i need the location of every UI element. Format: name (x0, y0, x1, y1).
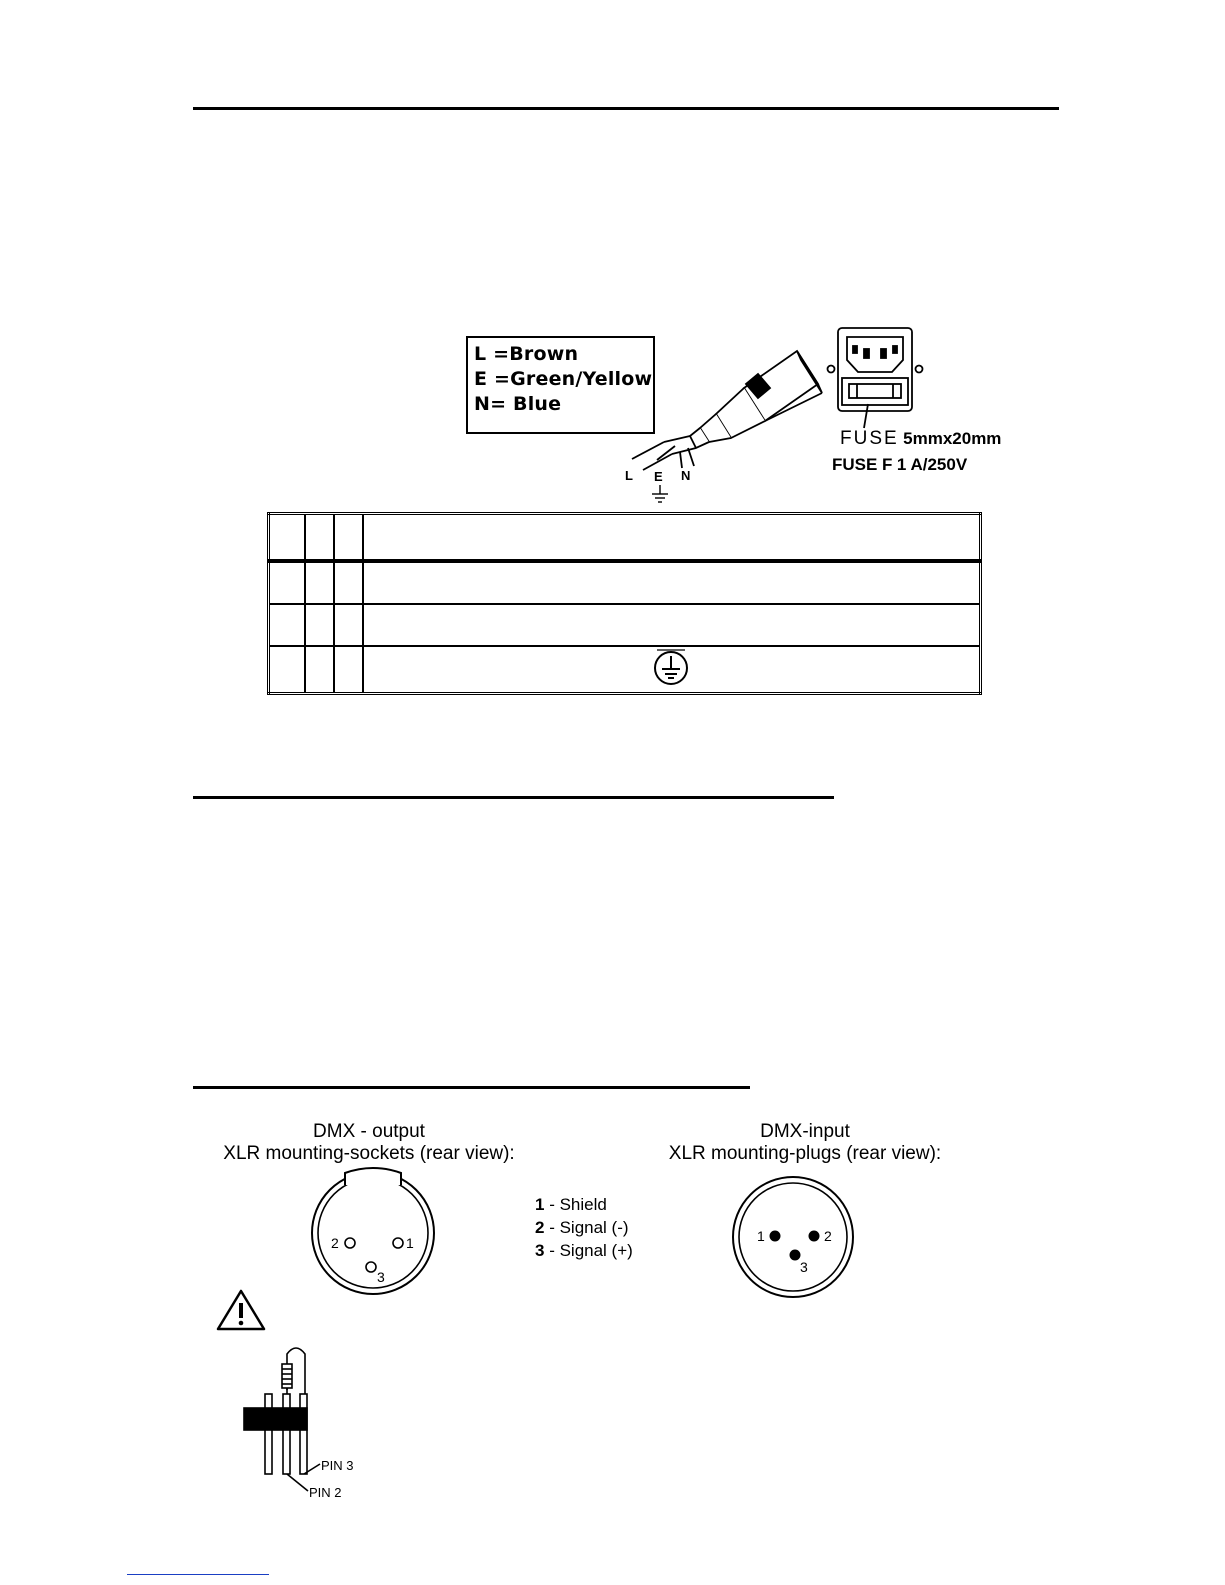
terminator-pin-labels (309, 1458, 354, 1500)
wire-label-l: L (625, 468, 633, 483)
table-row (269, 561, 981, 604)
socket-pin-1-label: 1 (406, 1235, 414, 1251)
iec-inlet-fuse-icon (828, 328, 923, 428)
fuse-size-prefix: FUSE (840, 428, 899, 449)
pin-assignment-1 (535, 1193, 633, 1216)
table-cell (334, 561, 363, 604)
pin-2-label: PIN 2 (309, 1485, 342, 1500)
table-row (269, 646, 981, 694)
plug-pin-1-label: 1 (757, 1228, 765, 1244)
dmx-terminator-icon (244, 1348, 320, 1491)
socket-pin-3-label: 3 (377, 1269, 385, 1285)
dmx-output-subtitle: XLR mounting-sockets (rear view): (223, 1143, 515, 1164)
table-cell (269, 646, 305, 694)
pin-number: 1 (535, 1195, 545, 1214)
pin-assignment-2 (535, 1216, 633, 1239)
wiring-table (267, 512, 982, 695)
table-cell (305, 514, 334, 562)
protective-earth-icon (651, 647, 691, 687)
pin-function: - Shield (544, 1195, 607, 1214)
table-cell (269, 604, 305, 646)
fuse-size-value: 5mmx20mm (903, 429, 1002, 448)
footer-link[interactable] (127, 1574, 269, 1575)
power-plug-icon (632, 351, 822, 470)
table-cell-earth (363, 646, 981, 694)
plug-pin-3-label: 3 (800, 1259, 808, 1275)
pin-function: - Signal (+) (544, 1241, 633, 1260)
fuse-size-label (840, 428, 1001, 450)
pin-number: 3 (535, 1241, 545, 1260)
fuse-rating-label (832, 455, 967, 475)
table-cell (334, 646, 363, 694)
warning-icon (218, 1291, 264, 1329)
dmx-input-subtitle: XLR mounting-plugs (rear view): (668, 1143, 942, 1164)
table-cell (305, 646, 334, 694)
table-cell (363, 604, 981, 646)
table-cell (363, 514, 981, 562)
fuse-rating-prefix: FUSE F (832, 455, 893, 474)
table-cell (363, 561, 981, 604)
fuse-rating-value: 1 A/250V (896, 455, 968, 474)
table-cell (334, 514, 363, 562)
dmx-input-title: DMX-input (760, 1121, 850, 1142)
pin-function: - Signal (-) (544, 1218, 629, 1237)
plug-wire-labels (625, 468, 690, 484)
dmx-input-heading (640, 1121, 970, 1165)
legend-line-earth: E =Green/Yellow (474, 368, 653, 390)
dmx-output-title: DMX - output (313, 1121, 425, 1142)
legend-line-neutral: N= Blue (474, 393, 562, 415)
legend-line-live: L =Brown (474, 343, 579, 365)
xlr-female-socket-icon (312, 1168, 434, 1294)
pin-assignment-list (535, 1193, 633, 1262)
female-socket-pin-labels (331, 1235, 414, 1285)
pin-number: 2 (535, 1218, 545, 1237)
wire-label-e: E (654, 469, 663, 484)
socket-pin-2-label: 2 (331, 1235, 339, 1251)
pin-assignment-3 (535, 1239, 633, 1262)
table-header-row (269, 514, 981, 562)
table-cell (334, 604, 363, 646)
plug-pin-2-label: 2 (824, 1228, 832, 1244)
xlr-male-plug-icon (733, 1177, 853, 1297)
pin-3-label: PIN 3 (321, 1458, 354, 1473)
table-row (269, 604, 981, 646)
table-cell (269, 561, 305, 604)
wire-label-n: N (681, 468, 691, 483)
table-cell (305, 561, 334, 604)
ground-symbol-icon (652, 485, 668, 502)
dmx-output-heading (204, 1121, 534, 1165)
table-cell (305, 604, 334, 646)
table-cell (269, 514, 305, 562)
